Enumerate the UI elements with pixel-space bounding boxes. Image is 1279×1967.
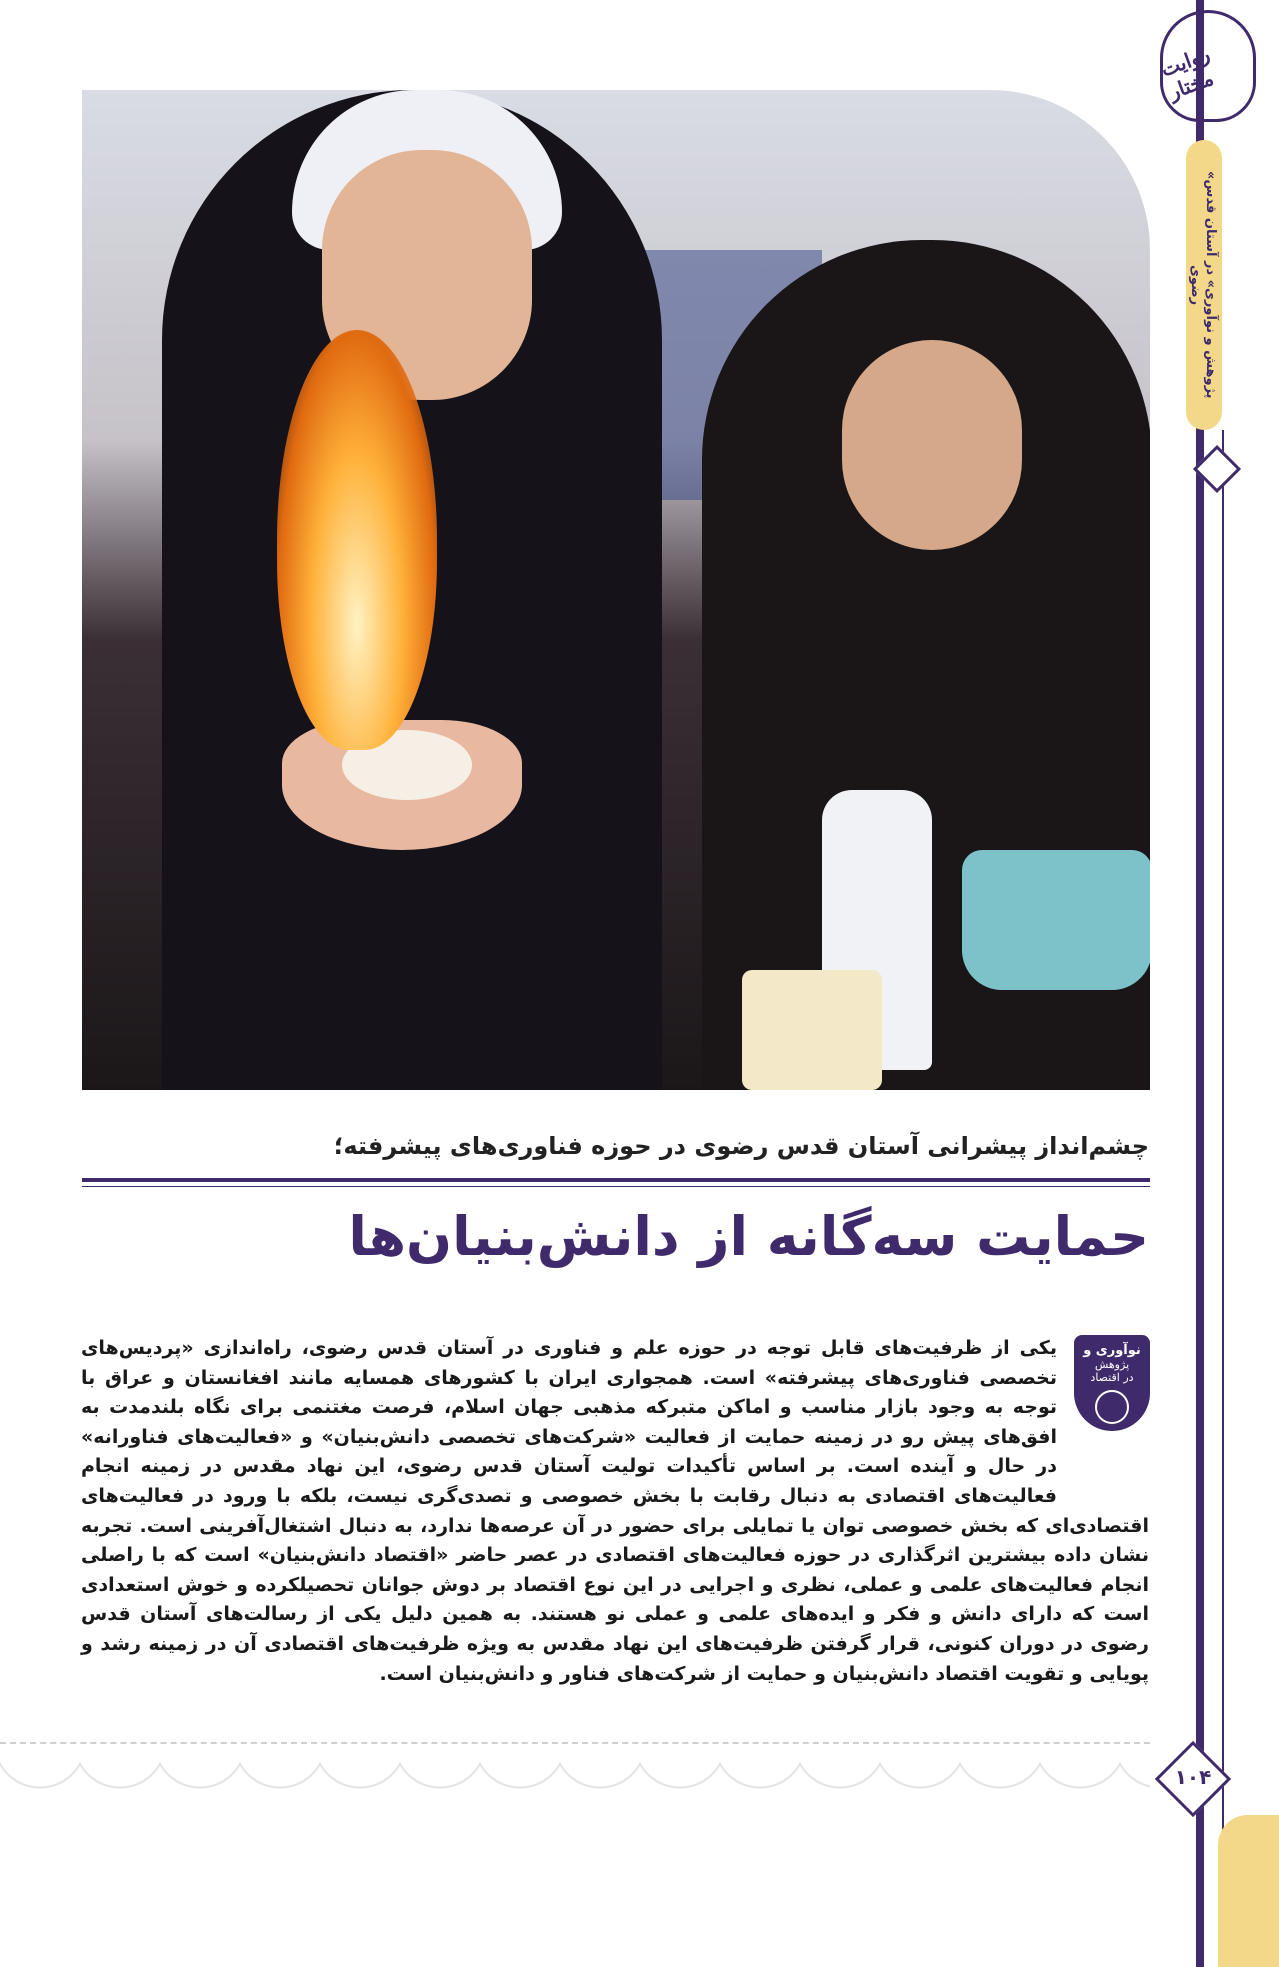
footer-divider [0, 1742, 1150, 1746]
article-body-text: یکی از ظرفیت‌های قابل توجه در حوزه علم و فناوری در آستان قدس رضوی، راه‌اندازی «پردیس‌های تخصصی فناوری‌های پیشرفته» است. همجواری ایران با کشورهای همسایه مانند افغانستان و عراق با توجه به وجود بازار مناسب و اماکن متبرکه مذهبی جهان اسلام، فرصت مغتنمی برای نگاه بلندمدت به افق‌های پیش رو در زمینه حمایت از فعالیت «شرکت‌های تخصصی دانش‌بنیان» و «فعالیت‌های فناورانه» در حال و آینده است. بر اساس تأکیدات تولیت آستان قدس رضوی، این نهاد مقدس در زمینه انجام فعالیت‌های اقتصادی به دنبال رقابت با بخش خصوصی و تصدی‌گری نیست، بلکه با ورود در فعالیت‌های اقتصادی‌ای که بخش خصوصی توان یا تمایلی برای حضور در آن عرصه‌ها ندارد، به دنبال اشتغال‌آفرینی است. تجربه نشان داده بیشترین اثرگذاری در حوزه فعالیت‌های اقتصادی در عصر حاضر «اقتصاد دانش‌بنیان» است که با راصلی انجام فعالیت‌های علمی و عملی، نظری و اجرایی در این نوع اقتصاد بر دوش جوانان تحصیلکرده و خوش استعدادی است که دارای دانش و فکر و ایده‌های علمی و عملی نو هستند. به همین دلیل یکی از رسالت‌های آستان قدس رضوی در دوران کنونی، قرار گرفتن ظرفیت‌های این نهاد مقدس به ویژه ظرفیت‌های اقتصادی آن در زمینه رشد و پویایی و تقویت اقتصاد دانش‌بنیان و حمایت از شرکت‌های فناور و دانش‌بنیان است. [81, 1337, 1149, 1685]
article-title: حمایت سه‌گانه از دانش‌بنیان‌ها [348, 1205, 1149, 1268]
title-divider-thin [82, 1186, 1150, 1187]
main-photo [82, 90, 1150, 1090]
logo-text: روایت مختار [1157, 41, 1217, 104]
badge-spacer [1057, 1334, 1149, 1482]
publication-logo [1157, 10, 1256, 122]
corner-tab [1218, 1815, 1279, 1967]
badge-line-2: پژوهش [1094, 1358, 1130, 1371]
footer-pattern [0, 1742, 1150, 1848]
page-number: ۱۰۴ [1174, 1765, 1212, 1789]
photo-flame [277, 330, 437, 750]
article-supertitle: چشم‌انداز پیشرانی آستان قدس رضوی در حوزه فناوری‌های پیشرفته؛ [333, 1132, 1149, 1160]
badge-line-3: در اقتصاد [1090, 1371, 1134, 1384]
photo-bowl [962, 850, 1150, 990]
title-divider [82, 1178, 1150, 1182]
photo-cup [742, 970, 882, 1090]
article-body [81, 1334, 1149, 1689]
photo-face-right [842, 340, 1022, 550]
side-rail-line [1222, 430, 1224, 1930]
section-label: «پژوهش و نوآوری» در آستان قدس رضوی [1188, 171, 1218, 399]
badge-line-1: نوآوری و [1083, 1343, 1141, 1358]
